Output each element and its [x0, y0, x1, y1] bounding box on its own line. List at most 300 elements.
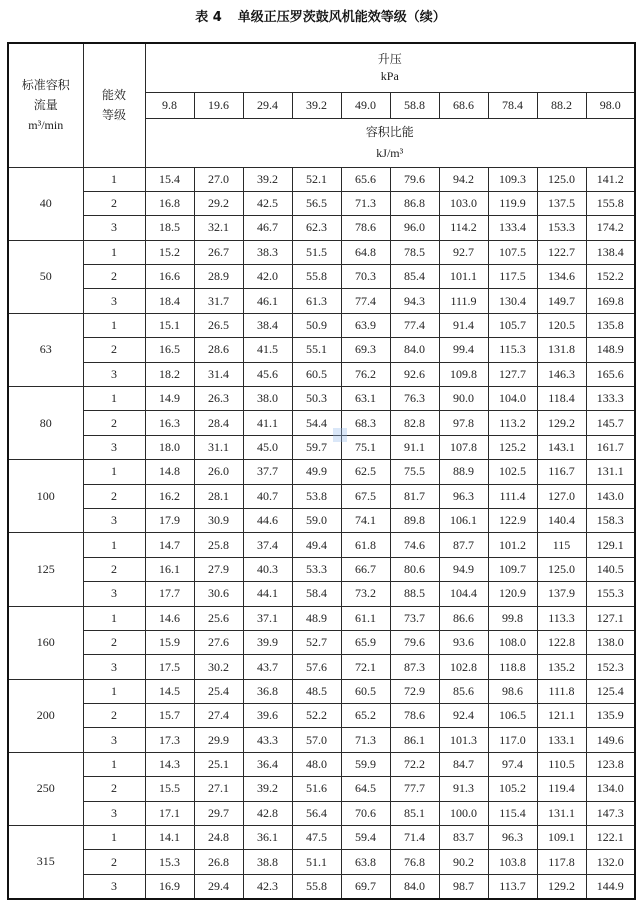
- table-number: 表 4: [195, 10, 222, 25]
- specific-energy-value-cell: 106.5: [488, 704, 537, 728]
- specific-energy-value-cell: 43.3: [243, 728, 292, 752]
- specific-energy-value-cell: 25.8: [194, 533, 243, 557]
- specific-energy-value-cell: 107.8: [439, 435, 488, 459]
- efficiency-grade-cell: 2: [83, 850, 145, 874]
- specific-energy-value-cell: 39.6: [243, 704, 292, 728]
- specific-energy-value-cell: 75.1: [341, 435, 390, 459]
- specific-energy-value-cell: 63.9: [341, 313, 390, 337]
- specific-energy-value-cell: 69.7: [341, 874, 390, 898]
- specific-energy-value-cell: 28.9: [194, 265, 243, 289]
- specific-energy-value-cell: 135.2: [537, 655, 586, 679]
- specific-energy-value-cell: 115.3: [488, 338, 537, 362]
- specific-energy-value-cell: 51.6: [292, 777, 341, 801]
- efficiency-grade-cell: 1: [83, 240, 145, 264]
- specific-energy-value-cell: 16.2: [145, 484, 194, 508]
- specific-energy-value-cell: 37.7: [243, 460, 292, 484]
- specific-energy-value-cell: 73.7: [390, 606, 439, 630]
- specific-energy-value-cell: 60.5: [292, 362, 341, 386]
- specific-energy-value-cell: 18.5: [145, 216, 194, 240]
- specific-energy-value-cell: 36.4: [243, 752, 292, 776]
- efficiency-grade-header-line2: 等级: [101, 108, 126, 123]
- specific-energy-header: [145, 118, 635, 167]
- specific-energy-value-cell: 88.9: [439, 460, 488, 484]
- specific-energy-value-cell: 58.4: [292, 582, 341, 606]
- specific-energy-value-cell: 131.1: [537, 801, 586, 825]
- efficiency-grade-cell: 3: [83, 508, 145, 532]
- specific-energy-value-cell: 120.5: [537, 313, 586, 337]
- specific-energy-value-cell: 77.4: [341, 289, 390, 313]
- specific-energy-value-cell: 155.8: [586, 191, 635, 215]
- specific-energy-value-cell: 51.5: [292, 240, 341, 264]
- efficiency-grade-cell: 3: [83, 362, 145, 386]
- specific-energy-value-cell: 86.8: [390, 191, 439, 215]
- specific-energy-value-cell: 80.6: [390, 557, 439, 581]
- specific-energy-value-cell: 56.4: [292, 801, 341, 825]
- flow-rate-cell: 200: [8, 679, 83, 752]
- specific-energy-value-cell: 57.0: [292, 728, 341, 752]
- specific-energy-value-cell: 91.3: [439, 777, 488, 801]
- specific-energy-value-cell: 50.3: [292, 387, 341, 411]
- specific-energy-value-cell: 148.9: [586, 338, 635, 362]
- specific-energy-value-cell: 70.6: [341, 801, 390, 825]
- specific-energy-value-cell: 30.9: [194, 508, 243, 532]
- specific-energy-label: 容积比能: [365, 124, 414, 139]
- table-row: [8, 728, 635, 752]
- specific-energy-value-cell: 133.4: [488, 216, 537, 240]
- specific-energy-value-cell: 138.4: [586, 240, 635, 264]
- specific-energy-value-cell: 111.8: [537, 679, 586, 703]
- specific-energy-value-cell: 140.4: [537, 508, 586, 532]
- specific-energy-value-cell: 30.6: [194, 582, 243, 606]
- specific-energy-value-cell: 137.9: [537, 582, 586, 606]
- specific-energy-value-cell: 39.2: [243, 777, 292, 801]
- specific-energy-value-cell: 91.4: [439, 313, 488, 337]
- specific-energy-value-cell: 75.5: [390, 460, 439, 484]
- efficiency-grade-cell: 3: [83, 655, 145, 679]
- specific-energy-value-cell: 101.3: [439, 728, 488, 752]
- specific-energy-value-cell: 15.5: [145, 777, 194, 801]
- specific-energy-value-cell: 50.9: [292, 313, 341, 337]
- specific-energy-value-cell: 144.9: [586, 874, 635, 898]
- specific-energy-value-cell: 147.3: [586, 801, 635, 825]
- specific-energy-value-cell: 77.7: [390, 777, 439, 801]
- specific-energy-value-cell: 109.1: [537, 826, 586, 850]
- specific-energy-value-cell: 131.8: [537, 338, 586, 362]
- table-row: [8, 265, 635, 289]
- specific-energy-value-cell: 99.4: [439, 338, 488, 362]
- specific-energy-value-cell: 113.2: [488, 411, 537, 435]
- energy-efficiency-table: [7, 42, 636, 900]
- efficiency-grade-cell: 3: [83, 435, 145, 459]
- specific-energy-value-cell: 97.8: [439, 411, 488, 435]
- flow-rate-cell: 40: [8, 167, 83, 240]
- specific-energy-value-cell: 71.3: [341, 191, 390, 215]
- flow-rate-header-line1: 标准容积: [21, 78, 70, 93]
- table-row: [8, 777, 635, 801]
- flow-rate-header-line2: 流量: [33, 98, 58, 113]
- specific-energy-value-cell: 61.8: [341, 533, 390, 557]
- specific-energy-value-cell: 69.3: [341, 338, 390, 362]
- specific-energy-value-cell: 29.9: [194, 728, 243, 752]
- specific-energy-value-cell: 42.0: [243, 265, 292, 289]
- specific-energy-value-cell: 104.4: [439, 582, 488, 606]
- specific-energy-value-cell: 119.9: [488, 191, 537, 215]
- specific-energy-value-cell: 41.5: [243, 338, 292, 362]
- specific-energy-value-cell: 40.3: [243, 557, 292, 581]
- specific-energy-value-cell: 25.1: [194, 752, 243, 776]
- specific-energy-value-cell: 115: [537, 533, 586, 557]
- specific-energy-value-cell: 55.8: [292, 874, 341, 898]
- specific-energy-value-cell: 25.4: [194, 679, 243, 703]
- specific-energy-value-cell: 74.1: [341, 508, 390, 532]
- specific-energy-value-cell: 122.8: [537, 630, 586, 654]
- pressure-value-cell: 58.8: [390, 92, 439, 118]
- specific-energy-value-cell: 100.0: [439, 801, 488, 825]
- specific-energy-value-cell: 140.5: [586, 557, 635, 581]
- specific-energy-value-cell: 78.6: [341, 216, 390, 240]
- specific-energy-value-cell: 17.5: [145, 655, 194, 679]
- specific-energy-value-cell: 66.7: [341, 557, 390, 581]
- flow-rate-cell: 50: [8, 240, 83, 313]
- specific-energy-value-cell: 109.8: [439, 362, 488, 386]
- specific-energy-value-cell: 71.3: [341, 728, 390, 752]
- specific-energy-value-cell: 70.3: [341, 265, 390, 289]
- specific-energy-value-cell: 45.0: [243, 435, 292, 459]
- efficiency-grade-cell: 2: [83, 630, 145, 654]
- specific-energy-value-cell: 146.3: [537, 362, 586, 386]
- specific-energy-value-cell: 134.0: [586, 777, 635, 801]
- table-row: [8, 752, 635, 776]
- specific-energy-value-cell: 117.8: [537, 850, 586, 874]
- table-row: [8, 606, 635, 630]
- watermark-square: [333, 428, 347, 442]
- specific-energy-value-cell: 125.0: [537, 557, 586, 581]
- table-row: [8, 191, 635, 215]
- specific-energy-value-cell: 87.3: [390, 655, 439, 679]
- specific-energy-value-cell: 38.3: [243, 240, 292, 264]
- table-row: [8, 240, 635, 264]
- table-row: [8, 435, 635, 459]
- specific-energy-value-cell: 123.8: [586, 752, 635, 776]
- specific-energy-value-cell: 94.3: [390, 289, 439, 313]
- efficiency-grade-cell: 2: [83, 704, 145, 728]
- specific-energy-value-cell: 113.7: [488, 874, 537, 898]
- specific-energy-value-cell: 134.6: [537, 265, 586, 289]
- efficiency-grade-cell: 1: [83, 826, 145, 850]
- table-row: [8, 679, 635, 703]
- specific-energy-value-cell: 85.6: [439, 679, 488, 703]
- specific-energy-value-cell: 152.2: [586, 265, 635, 289]
- specific-energy-value-cell: 27.1: [194, 777, 243, 801]
- specific-energy-value-cell: 84.0: [390, 874, 439, 898]
- specific-energy-value-cell: 138.0: [586, 630, 635, 654]
- specific-energy-value-cell: 14.5: [145, 679, 194, 703]
- specific-energy-value-cell: 83.7: [439, 826, 488, 850]
- specific-energy-value-cell: 79.6: [390, 167, 439, 191]
- efficiency-grade-cell: 3: [83, 289, 145, 313]
- specific-energy-value-cell: 49.9: [292, 460, 341, 484]
- specific-energy-value-cell: 99.8: [488, 606, 537, 630]
- specific-energy-value-cell: 59.4: [341, 826, 390, 850]
- specific-energy-value-cell: 48.0: [292, 752, 341, 776]
- specific-energy-value-cell: 117.5: [488, 265, 537, 289]
- specific-energy-value-cell: 145.7: [586, 411, 635, 435]
- specific-energy-value-cell: 16.8: [145, 191, 194, 215]
- specific-energy-value-cell: 127.1: [586, 606, 635, 630]
- flow-rate-cell: 250: [8, 752, 83, 825]
- specific-energy-value-cell: 105.2: [488, 777, 537, 801]
- specific-energy-value-cell: 86.6: [439, 606, 488, 630]
- specific-energy-value-cell: 52.2: [292, 704, 341, 728]
- specific-energy-value-cell: 93.6: [439, 630, 488, 654]
- specific-energy-value-cell: 111.9: [439, 289, 488, 313]
- specific-energy-value-cell: 38.8: [243, 850, 292, 874]
- specific-energy-value-cell: 76.2: [341, 362, 390, 386]
- table-row: [8, 362, 635, 386]
- specific-energy-value-cell: 84.0: [390, 338, 439, 362]
- specific-energy-value-cell: 51.1: [292, 850, 341, 874]
- table-body: [8, 167, 635, 899]
- specific-energy-value-cell: 31.4: [194, 362, 243, 386]
- header-row-pressure-label: [8, 43, 635, 92]
- specific-energy-value-cell: 101.2: [488, 533, 537, 557]
- specific-energy-value-cell: 16.5: [145, 338, 194, 362]
- specific-energy-value-cell: 106.1: [439, 508, 488, 532]
- specific-energy-value-cell: 96.0: [390, 216, 439, 240]
- specific-energy-value-cell: 76.3: [390, 387, 439, 411]
- table-row: [8, 216, 635, 240]
- specific-energy-value-cell: 47.5: [292, 826, 341, 850]
- efficiency-grade-cell: 3: [83, 216, 145, 240]
- specific-energy-value-cell: 78.5: [390, 240, 439, 264]
- specific-energy-value-cell: 55.1: [292, 338, 341, 362]
- specific-energy-value-cell: 17.1: [145, 801, 194, 825]
- specific-energy-value-cell: 94.9: [439, 557, 488, 581]
- specific-energy-value-cell: 103.8: [488, 850, 537, 874]
- specific-energy-value-cell: 113.3: [537, 606, 586, 630]
- specific-energy-value-cell: 26.0: [194, 460, 243, 484]
- specific-energy-value-cell: 27.0: [194, 167, 243, 191]
- specific-energy-value-cell: 91.1: [390, 435, 439, 459]
- table-row: [8, 338, 635, 362]
- efficiency-grade-cell: 1: [83, 460, 145, 484]
- specific-energy-value-cell: 81.7: [390, 484, 439, 508]
- specific-energy-value-cell: 78.6: [390, 704, 439, 728]
- specific-energy-value-cell: 90.2: [439, 850, 488, 874]
- flow-rate-cell: 160: [8, 606, 83, 679]
- pressure-value-cell: 19.6: [194, 92, 243, 118]
- specific-energy-value-cell: 55.8: [292, 265, 341, 289]
- specific-energy-value-cell: 135.9: [586, 704, 635, 728]
- specific-energy-value-cell: 60.5: [341, 679, 390, 703]
- specific-energy-value-cell: 161.7: [586, 435, 635, 459]
- specific-energy-value-cell: 38.0: [243, 387, 292, 411]
- pressure-rise-label: 升压: [377, 51, 402, 66]
- table-row: [8, 460, 635, 484]
- specific-energy-value-cell: 16.3: [145, 411, 194, 435]
- specific-energy-value-cell: 30.2: [194, 655, 243, 679]
- table-title: [0, 8, 641, 28]
- specific-energy-value-cell: 127.7: [488, 362, 537, 386]
- specific-energy-value-cell: 72.1: [341, 655, 390, 679]
- specific-energy-value-cell: 48.9: [292, 606, 341, 630]
- pressure-rise-unit: kPa: [380, 68, 399, 83]
- specific-energy-value-cell: 125.0: [537, 167, 586, 191]
- specific-energy-value-cell: 122.1: [586, 826, 635, 850]
- specific-energy-value-cell: 29.7: [194, 801, 243, 825]
- specific-energy-value-cell: 152.3: [586, 655, 635, 679]
- table-row: [8, 704, 635, 728]
- specific-energy-value-cell: 109.7: [488, 557, 537, 581]
- specific-energy-value-cell: 46.7: [243, 216, 292, 240]
- efficiency-grade-cell: 1: [83, 313, 145, 337]
- specific-energy-value-cell: 84.7: [439, 752, 488, 776]
- specific-energy-value-cell: 118.4: [537, 387, 586, 411]
- specific-energy-value-cell: 26.3: [194, 387, 243, 411]
- specific-energy-value-cell: 127.0: [537, 484, 586, 508]
- specific-energy-value-cell: 36.8: [243, 679, 292, 703]
- specific-energy-value-cell: 64.5: [341, 777, 390, 801]
- specific-energy-unit: kJ/m³: [376, 145, 404, 160]
- specific-energy-value-cell: 18.4: [145, 289, 194, 313]
- specific-energy-value-cell: 36.1: [243, 826, 292, 850]
- specific-energy-value-cell: 65.9: [341, 630, 390, 654]
- specific-energy-value-cell: 101.1: [439, 265, 488, 289]
- specific-energy-value-cell: 29.2: [194, 191, 243, 215]
- specific-energy-value-cell: 119.4: [537, 777, 586, 801]
- pressure-value-cell: 78.4: [488, 92, 537, 118]
- specific-energy-value-cell: 16.9: [145, 874, 194, 898]
- specific-energy-value-cell: 49.4: [292, 533, 341, 557]
- specific-energy-value-cell: 133.1: [537, 728, 586, 752]
- specific-energy-value-cell: 15.2: [145, 240, 194, 264]
- specific-energy-value-cell: 92.4: [439, 704, 488, 728]
- table-row: [8, 167, 635, 191]
- specific-energy-value-cell: 59.0: [292, 508, 341, 532]
- efficiency-grade-cell: 2: [83, 265, 145, 289]
- specific-energy-value-cell: 103.0: [439, 191, 488, 215]
- specific-energy-value-cell: 46.1: [243, 289, 292, 313]
- specific-energy-value-cell: 77.4: [390, 313, 439, 337]
- table-row: [8, 874, 635, 898]
- specific-energy-value-cell: 143.0: [586, 484, 635, 508]
- flow-rate-unit: m³/min: [28, 118, 64, 133]
- specific-energy-value-cell: 27.6: [194, 630, 243, 654]
- specific-energy-value-cell: 102.5: [488, 460, 537, 484]
- pressure-value-cell: 88.2: [537, 92, 586, 118]
- table-row: [8, 557, 635, 581]
- specific-energy-value-cell: 137.5: [537, 191, 586, 215]
- specific-energy-value-cell: 143.1: [537, 435, 586, 459]
- efficiency-grade-cell: 1: [83, 752, 145, 776]
- specific-energy-value-cell: 31.1: [194, 435, 243, 459]
- specific-energy-value-cell: 28.6: [194, 338, 243, 362]
- efficiency-grade-cell: 2: [83, 191, 145, 215]
- specific-energy-value-cell: 120.9: [488, 582, 537, 606]
- specific-energy-value-cell: 87.7: [439, 533, 488, 557]
- specific-energy-value-cell: 62.3: [292, 216, 341, 240]
- specific-energy-value-cell: 61.1: [341, 606, 390, 630]
- specific-energy-value-cell: 52.1: [292, 167, 341, 191]
- specific-energy-value-cell: 102.8: [439, 655, 488, 679]
- specific-energy-value-cell: 65.2: [341, 704, 390, 728]
- specific-energy-value-cell: 29.4: [194, 874, 243, 898]
- specific-energy-value-cell: 96.3: [488, 826, 537, 850]
- specific-energy-value-cell: 27.4: [194, 704, 243, 728]
- specific-energy-value-cell: 15.7: [145, 704, 194, 728]
- table-row: [8, 313, 635, 337]
- specific-energy-value-cell: 109.3: [488, 167, 537, 191]
- specific-energy-value-cell: 135.8: [586, 313, 635, 337]
- specific-energy-value-cell: 86.1: [390, 728, 439, 752]
- specific-energy-value-cell: 98.6: [488, 679, 537, 703]
- efficiency-grade-cell: 2: [83, 557, 145, 581]
- flow-rate-cell: 80: [8, 387, 83, 460]
- table-row: [8, 850, 635, 874]
- specific-energy-value-cell: 25.6: [194, 606, 243, 630]
- specific-energy-value-cell: 26.5: [194, 313, 243, 337]
- specific-energy-value-cell: 16.1: [145, 557, 194, 581]
- specific-energy-value-cell: 129.1: [586, 533, 635, 557]
- table-row: [8, 484, 635, 508]
- efficiency-grade-cell: 3: [83, 582, 145, 606]
- specific-energy-value-cell: 117.0: [488, 728, 537, 752]
- specific-energy-value-cell: 153.3: [537, 216, 586, 240]
- specific-energy-value-cell: 43.7: [243, 655, 292, 679]
- specific-energy-value-cell: 15.4: [145, 167, 194, 191]
- efficiency-grade-cell: 3: [83, 874, 145, 898]
- table-row: [8, 387, 635, 411]
- specific-energy-value-cell: 129.2: [537, 411, 586, 435]
- flow-rate-cell: 100: [8, 460, 83, 533]
- specific-energy-value-cell: 53.3: [292, 557, 341, 581]
- pressure-value-cell: 49.0: [341, 92, 390, 118]
- specific-energy-value-cell: 79.6: [390, 630, 439, 654]
- specific-energy-value-cell: 67.5: [341, 484, 390, 508]
- specific-energy-value-cell: 76.8: [390, 850, 439, 874]
- specific-energy-value-cell: 63.1: [341, 387, 390, 411]
- specific-energy-value-cell: 39.2: [243, 167, 292, 191]
- specific-energy-value-cell: 122.7: [537, 240, 586, 264]
- specific-energy-value-cell: 98.7: [439, 874, 488, 898]
- specific-energy-value-cell: 15.3: [145, 850, 194, 874]
- specific-energy-value-cell: 85.4: [390, 265, 439, 289]
- specific-energy-value-cell: 45.6: [243, 362, 292, 386]
- specific-energy-value-cell: 116.7: [537, 460, 586, 484]
- specific-energy-value-cell: 17.9: [145, 508, 194, 532]
- specific-energy-value-cell: 158.3: [586, 508, 635, 532]
- specific-energy-value-cell: 26.8: [194, 850, 243, 874]
- specific-energy-value-cell: 96.3: [439, 484, 488, 508]
- specific-energy-value-cell: 52.7: [292, 630, 341, 654]
- flow-rate-header: [8, 43, 83, 167]
- specific-energy-value-cell: 17.7: [145, 582, 194, 606]
- pressure-value-cell: 39.2: [292, 92, 341, 118]
- efficiency-grade-cell: 1: [83, 167, 145, 191]
- specific-energy-value-cell: 44.6: [243, 508, 292, 532]
- specific-energy-value-cell: 132.0: [586, 850, 635, 874]
- specific-energy-value-cell: 48.5: [292, 679, 341, 703]
- specific-energy-value-cell: 122.9: [488, 508, 537, 532]
- specific-energy-value-cell: 82.8: [390, 411, 439, 435]
- pressure-value-cell: 9.8: [145, 92, 194, 118]
- specific-energy-value-cell: 149.7: [537, 289, 586, 313]
- specific-energy-value-cell: 118.8: [488, 655, 537, 679]
- specific-energy-value-cell: 65.6: [341, 167, 390, 191]
- efficiency-grade-cell: 1: [83, 606, 145, 630]
- table-row: [8, 508, 635, 532]
- specific-energy-value-cell: 61.3: [292, 289, 341, 313]
